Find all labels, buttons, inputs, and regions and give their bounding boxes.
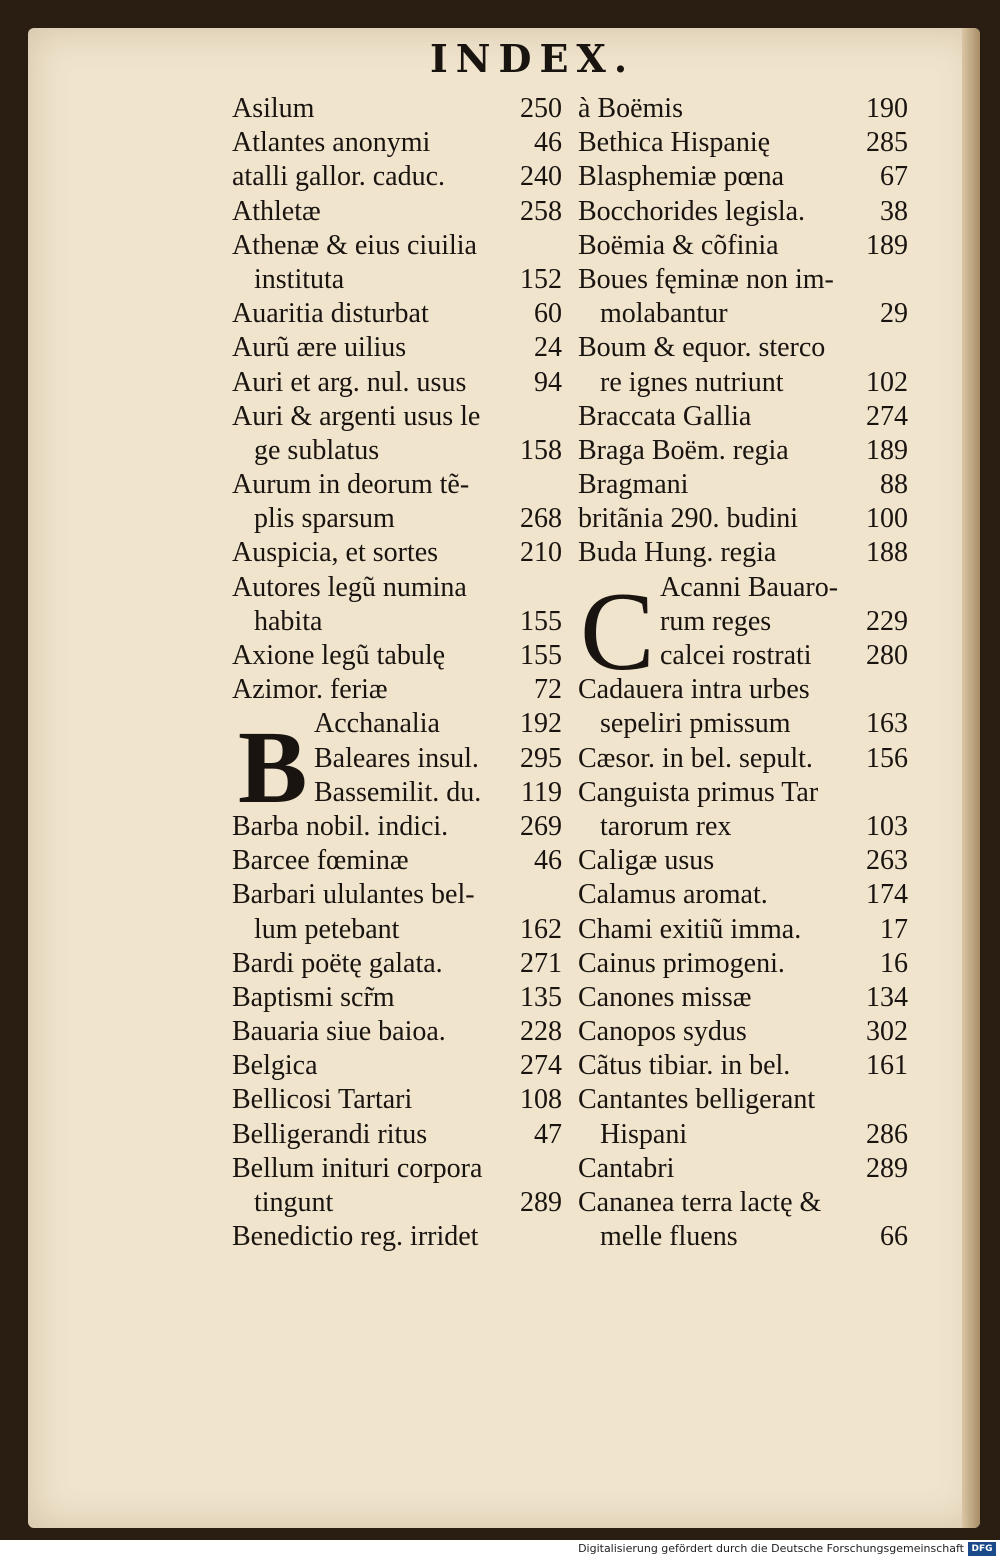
index-entry	[578, 502, 908, 536]
index-entry	[232, 844, 562, 878]
entry-page-number: 286	[866, 1118, 908, 1150]
entry-term: Auri et arg. nul. usus	[232, 366, 467, 398]
index-entry	[578, 707, 908, 741]
entry-term: Cantabri	[578, 1152, 675, 1184]
entry-term: Benedictio reg. irridet	[232, 1221, 479, 1253]
entry-term: Bocchorides legisla.	[578, 195, 806, 227]
entry-page-number: 67	[880, 161, 908, 193]
index-entry	[232, 639, 562, 673]
index-entry	[578, 1049, 908, 1083]
entry-term: Canones missæ	[578, 981, 752, 1013]
drop-initial-b: B	[238, 710, 308, 825]
entry-term: Barcee fœminæ	[232, 845, 409, 877]
entry-term: Azimor. feriæ	[232, 674, 388, 706]
entry-page-number: 274	[866, 400, 908, 432]
index-entry	[578, 1220, 908, 1254]
entry-page-number: 190	[866, 93, 908, 124]
index-entry	[578, 126, 908, 160]
index-entry	[578, 434, 908, 468]
index-entry	[232, 776, 562, 810]
entry-term: Auaritia disturbat	[232, 298, 429, 330]
entry-page-number: 289	[520, 1187, 562, 1218]
index-entry	[232, 878, 562, 912]
entry-page-number: 162	[520, 913, 562, 945]
entry-term: molabantur	[600, 298, 728, 330]
entry-term: Asilum	[232, 93, 315, 124]
entry-term: Athletæ	[232, 195, 321, 227]
entry-term: habita	[254, 605, 323, 637]
entry-page-number: 94	[534, 366, 562, 398]
index-entry	[578, 776, 908, 810]
entry-page-number: 135	[520, 981, 562, 1013]
entry-term: Aurũ ære uilius	[232, 332, 407, 364]
entry-term: tarorum rex	[600, 810, 732, 842]
entry-term: Cadauera intra urbes	[578, 674, 810, 706]
entry-page-number: 295	[520, 742, 562, 774]
index-entry	[232, 1186, 562, 1220]
entry-page-number: 102	[866, 366, 908, 398]
index-entry	[232, 366, 562, 400]
index-entry	[578, 468, 908, 502]
index-entry	[578, 1186, 908, 1220]
entry-term: Bethica Hispanię	[578, 127, 771, 159]
entry-term: Cãtus tibiar. in bel.	[578, 1050, 791, 1082]
entry-page-number: 155	[520, 605, 562, 637]
entry-term: Braccata Gallia	[578, 400, 752, 432]
index-entry	[232, 126, 562, 160]
entry-page-number: 163	[866, 708, 908, 740]
index-entry	[578, 366, 908, 400]
entry-page-number: 134	[866, 981, 908, 1013]
entry-page-number: 60	[534, 298, 562, 330]
entry-term: atalli gallor. caduc.	[232, 161, 446, 193]
entry-term: Acanni Bauaro-	[660, 571, 839, 603]
entry-term: Boum & equor. sterco	[578, 332, 826, 364]
index-entry	[578, 913, 908, 947]
index-entry	[232, 571, 562, 605]
index-entry	[232, 502, 562, 536]
index-entry	[232, 297, 562, 331]
entry-term: Barba nobil. indici.	[232, 810, 449, 842]
entry-page-number: 174	[866, 879, 908, 911]
index-entry	[232, 605, 562, 639]
entry-page-number: 189	[866, 434, 908, 466]
entry-page-number: 228	[520, 1016, 562, 1048]
entry-term: Bellicosi Tartari	[232, 1084, 413, 1116]
index-entry	[232, 1015, 562, 1049]
index-entry	[232, 1049, 562, 1083]
entry-term: ge sublatus	[254, 434, 380, 466]
entry-page-number: 302	[866, 1016, 908, 1048]
entry-term: re ignes nutriunt	[600, 366, 784, 398]
index-entry	[232, 707, 562, 741]
entry-term: Canopos sydus	[578, 1016, 747, 1048]
entry-term: tingunt	[254, 1187, 334, 1218]
entry-term: Caligæ usus	[578, 845, 715, 877]
index-entry	[578, 947, 908, 981]
entry-term: à Boëmis	[578, 93, 683, 124]
entry-page-number: 240	[520, 161, 562, 193]
index-entry	[578, 844, 908, 878]
entry-page-number: 289	[866, 1152, 908, 1184]
entry-page-number: 38	[880, 195, 908, 227]
entry-page-number: 192	[520, 708, 562, 740]
index-entry	[578, 1015, 908, 1049]
index-entry	[232, 1220, 562, 1254]
entry-term: Atlantes anonymi	[232, 127, 431, 159]
entry-term: Canguista primus Tar	[578, 776, 819, 808]
entry-term: Cananea terra lactę &	[578, 1187, 822, 1218]
entry-page-number: 152	[520, 263, 562, 295]
entry-term: Calamus aromat.	[578, 879, 768, 911]
entry-term: Auspicia, et sortes	[232, 537, 439, 569]
index-entry	[232, 1118, 562, 1152]
entry-page-number: 72	[534, 674, 562, 706]
index-entry	[578, 673, 908, 707]
index-entry	[578, 331, 908, 365]
entry-page-number: 285	[866, 127, 908, 159]
index-entry	[232, 913, 562, 947]
entry-term: Autores legũ numina	[232, 571, 467, 603]
entry-term: sepeliri pmissum	[600, 708, 791, 740]
entry-page-number: 258	[520, 195, 562, 227]
index-entry	[232, 468, 562, 502]
index-entry	[578, 639, 908, 673]
index-entry	[578, 1083, 908, 1117]
page-title: INDEX.	[430, 36, 636, 81]
entry-term: britãnia 290. budini	[578, 503, 799, 535]
index-entry	[578, 536, 908, 570]
entry-page-number: 16	[880, 947, 908, 979]
entry-term: Acchanalia	[314, 708, 440, 740]
entry-term: Buda Hung. regia	[578, 537, 777, 569]
entry-page-number: 17	[880, 913, 908, 945]
entry-term: Baleares insul.	[314, 742, 479, 774]
index-column-left	[232, 92, 562, 1254]
index-column-right	[578, 92, 908, 1254]
entry-term: Bellum inituri corpora	[232, 1152, 483, 1184]
index-entry	[578, 195, 908, 229]
entry-term: rum reges	[660, 605, 772, 637]
entry-page-number: 100	[866, 503, 908, 535]
index-entry	[232, 673, 562, 707]
entry-term: Auri & argenti usus le	[232, 400, 481, 432]
index-entry	[232, 981, 562, 1015]
entry-term: Aurum in deorum tẽ-	[232, 469, 470, 501]
index-entry	[578, 605, 908, 639]
index-entry	[232, 434, 562, 468]
entry-page-number: 188	[866, 537, 908, 569]
entry-term: Bragmani	[578, 469, 689, 501]
entry-page-number: 156	[866, 742, 908, 774]
footer-credit: Digitalisierung gefördert durch die Deutsche Forschungsgemeinschaft	[578, 1542, 964, 1555]
entry-page-number: 88	[880, 469, 908, 501]
entry-page-number: 269	[520, 810, 562, 842]
index-entry	[578, 1118, 908, 1152]
entry-term: Boëmia & cõfinia	[578, 229, 779, 261]
entry-term: Chami exitiũ imma.	[578, 913, 802, 945]
entry-page-number: 268	[520, 503, 562, 535]
dfg-logo: DFG	[968, 1542, 996, 1556]
index-entry	[232, 229, 562, 263]
entry-page-number: 158	[520, 434, 562, 466]
entry-page-number: 271	[520, 947, 562, 979]
entry-term: Bauaria siue baioa.	[232, 1016, 446, 1048]
entry-term: Hispani	[600, 1118, 688, 1150]
entry-term: Belgica	[232, 1050, 318, 1082]
entry-term: lum petebant	[254, 913, 400, 945]
index-entry	[578, 92, 908, 126]
entry-term: Bardi poëtę galata.	[232, 947, 443, 979]
entry-term: calcei rostrati	[660, 640, 812, 671]
entry-page-number: 189	[866, 229, 908, 261]
entry-term: Boues fęminæ non im-	[578, 263, 834, 295]
index-entry	[232, 160, 562, 194]
entry-term: Athenæ & eius ciuilia	[232, 229, 477, 261]
entry-page-number: 24	[534, 332, 562, 364]
index-entry	[578, 1152, 908, 1186]
index-entry	[232, 742, 562, 776]
index-entry	[232, 536, 562, 570]
entry-page-number: 46	[534, 845, 562, 877]
entry-term: plis sparsum	[254, 503, 395, 535]
entry-term: Barbari ululantes bel-	[232, 879, 475, 911]
entry-page-number: 46	[534, 127, 562, 159]
index-entry	[578, 400, 908, 434]
index-entry	[578, 263, 908, 297]
entry-term: melle fluens	[600, 1221, 738, 1253]
entry-term: Cainus primogeni.	[578, 947, 785, 979]
entry-page-number: 274	[520, 1050, 562, 1082]
index-entry	[578, 297, 908, 331]
entry-page-number: 66	[880, 1221, 908, 1253]
entry-page-number: 280	[866, 640, 908, 671]
entry-term: Belligerandi ritus	[232, 1118, 428, 1150]
entry-page-number: 263	[866, 845, 908, 877]
entry-page-number: 47	[534, 1118, 562, 1150]
entry-term: Bassemilit. du.	[314, 776, 482, 808]
index-entry	[232, 331, 562, 365]
entry-page-number: 119	[521, 776, 562, 808]
index-entry	[578, 878, 908, 912]
entry-page-number: 210	[520, 537, 562, 569]
index-entry	[232, 400, 562, 434]
index-entry	[578, 571, 908, 605]
index-entry	[232, 810, 562, 844]
entry-term: Baptismi scr̃m	[232, 981, 395, 1013]
entry-page-number: 250	[520, 93, 562, 124]
page-edge	[962, 28, 980, 1528]
entry-page-number: 161	[866, 1050, 908, 1082]
footer-bar	[0, 1540, 1000, 1559]
entry-term: Cantantes belligerant	[578, 1084, 816, 1116]
index-entry	[232, 195, 562, 229]
entry-page-number: 108	[520, 1084, 562, 1116]
index-entry	[578, 742, 908, 776]
entry-term: instituta	[254, 263, 345, 295]
entry-page-number: 229	[866, 605, 908, 637]
index-entry	[232, 947, 562, 981]
index-entry	[578, 981, 908, 1015]
entry-term: Cæsor. in bel. sepult.	[578, 742, 813, 774]
index-entry	[578, 229, 908, 263]
index-entry	[578, 810, 908, 844]
index-entry	[232, 263, 562, 297]
entry-page-number: 103	[866, 810, 908, 842]
index-entry	[578, 160, 908, 194]
index-entry	[232, 92, 562, 126]
index-entry	[232, 1152, 562, 1186]
drop-initial-c: C	[580, 570, 655, 694]
index-entry	[232, 1083, 562, 1117]
entry-page-number: 29	[880, 298, 908, 330]
entry-term: Axione legũ tabulę	[232, 640, 446, 671]
entry-term: Braga Boëm. regia	[578, 434, 789, 466]
entry-term: Blasphemiæ pœna	[578, 161, 785, 193]
entry-page-number: 155	[520, 640, 562, 671]
